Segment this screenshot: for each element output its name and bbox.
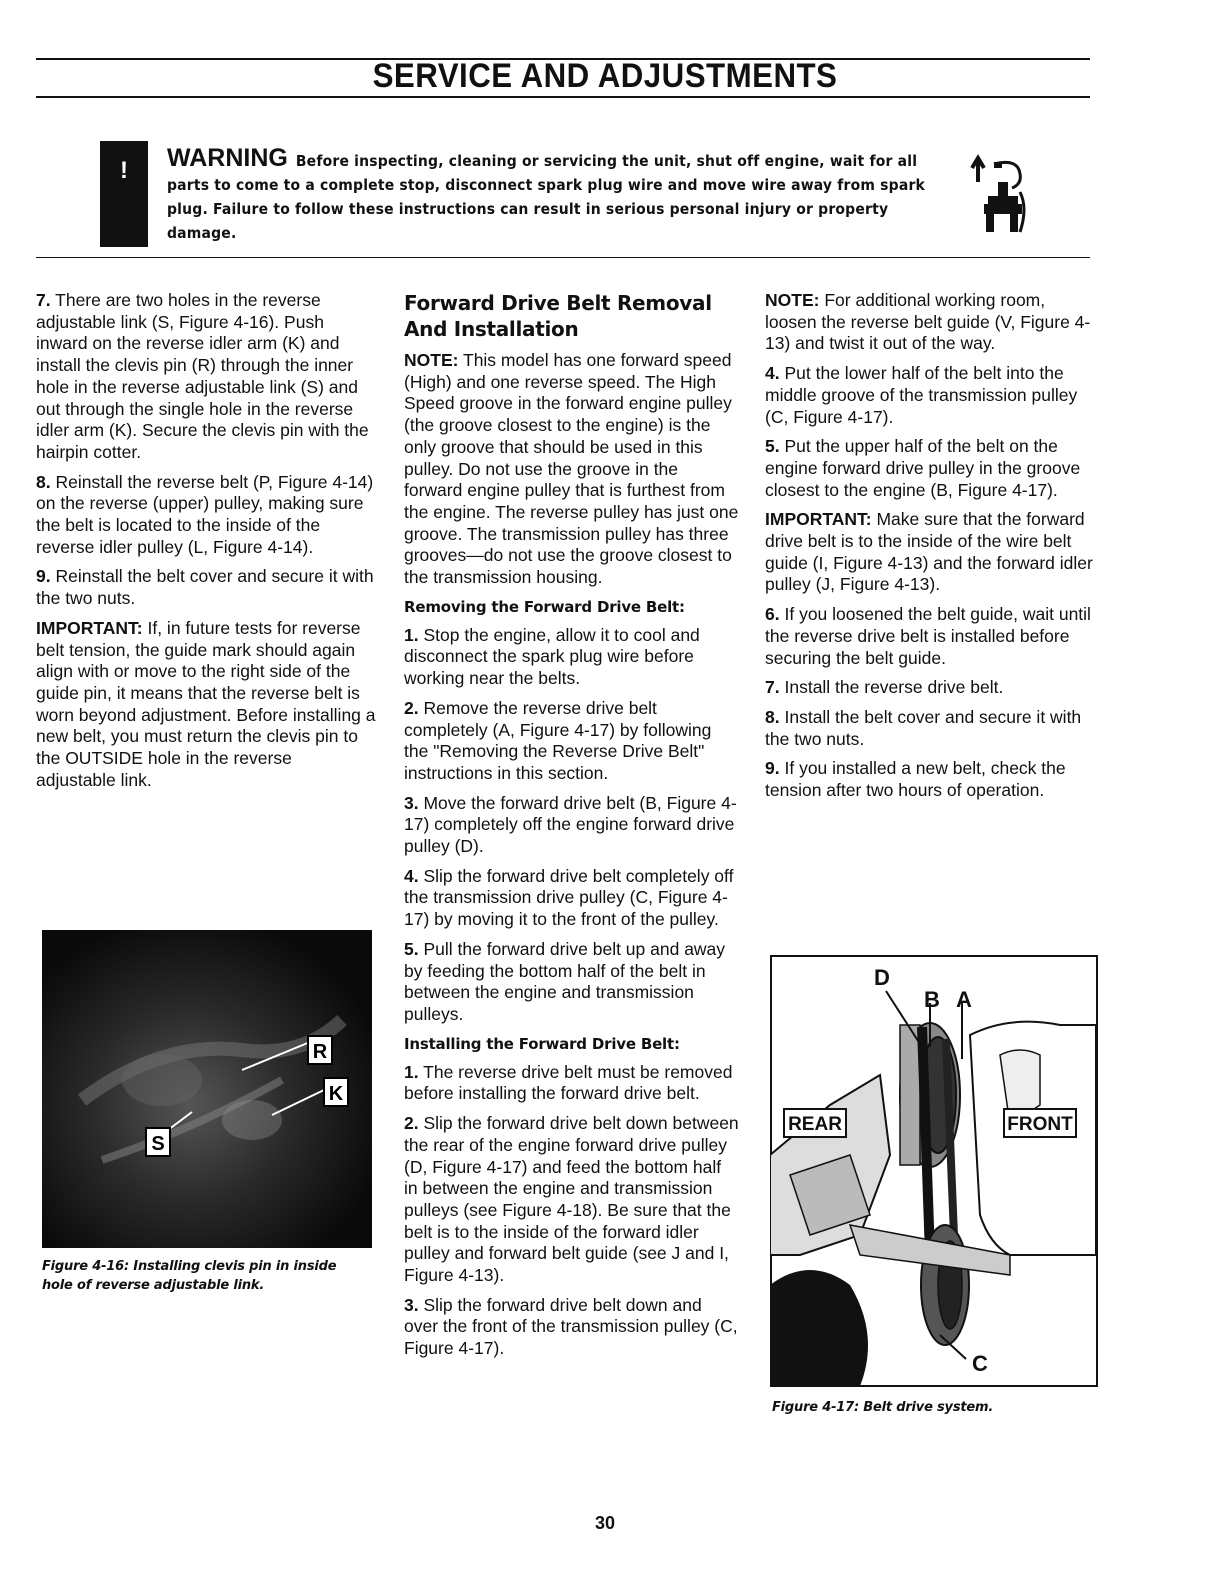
step-9: 9. Reinstall the belt cover and secure it with the two nuts. <box>36 566 374 609</box>
note: NOTE: For additional working room, loosen the reverse belt guide (V, Figure 4-13) and twist it out of the way. <box>765 290 1091 354</box>
warning-icon <box>100 141 148 247</box>
title-underline <box>36 96 1090 98</box>
install-step-2: 2. Slip the forward drive belt down between the rear of the engine forward drive pulley (D, Figure 4-17) and feed the bottom half in between the engine and transmission pulleys (see Figure 4-18). Be sure that the belt is to the inside of the forward idler pulley and forward belt guide (see J and I, Figure 4-13). <box>404 1113 739 1286</box>
install-step-4: 4. Put the lower half of the belt into the middle groove of the transmission pulley (C, Figure 4-17). <box>765 363 1078 427</box>
section-heading: Forward Drive Belt Removal And Installation <box>404 291 712 341</box>
label-d: D <box>874 965 890 990</box>
important-note: IMPORTANT: If, in future tests for reverse belt tension, the guide mark should again align with or move to the right side of the guide pin, it means that the reverse belt is worn beyond adjustment. Before installing a new belt, you must return the clevis pin to the OUTSIDE hole in the reverse adjustable link. <box>36 617 376 790</box>
column-2 <box>404 290 739 1368</box>
remove-step-5: 5. Pull the forward drive belt up and away by feeding the bottom half of the belt in between the engine and transmission pulleys. <box>404 938 726 1024</box>
warning-bottom-rule <box>36 257 1090 258</box>
warning-label: WARNING <box>167 144 288 172</box>
label-c: C <box>972 1351 988 1376</box>
exclamation-mark: ! <box>120 157 128 184</box>
figure-4-16-caption: Figure 4-16: Installing clevis pin in inside hole of reverse adjustable link. <box>42 1259 337 1293</box>
label-s: S <box>151 1133 165 1155</box>
warning-text: Before inspecting, cleaning or servicing the unit, shut off engine, wait for all parts to come to a complete stop, disconnect spark plug wire and move wire away from spark plug. Failure to follow these instructions can result in serious personal injury or property damage. <box>167 152 926 242</box>
label-b: B <box>924 987 940 1012</box>
install-step-6: 6. If you loosened the belt guide, wait until the reverse drive belt is installed before securing the belt guide. <box>765 604 1091 668</box>
label-k: K <box>328 1083 344 1105</box>
install-step-7: 7. Install the reverse drive belt. <box>765 677 1004 698</box>
column-1 <box>36 290 376 799</box>
remove-step-3: 3. Move the forward drive belt (B, Figure 4-17) completely off the engine forward drive pulley (D). <box>404 792 737 857</box>
warning-block <box>167 146 947 245</box>
installing-heading: Installing the Forward Drive Belt: <box>404 1034 680 1053</box>
page-title: SERVICE AND ADJUSTMENTS <box>372 57 838 95</box>
install-step-9: 9. If you installed a new belt, check the tension after two hours of operation. <box>765 758 1066 801</box>
disconnect-spark-plug-icon <box>958 152 1048 234</box>
install-step-3: 3. Slip the forward drive belt down and over the front of the transmission pulley (C, Figure 4-17). <box>404 1294 738 1359</box>
figure-4-17-belt-drive-diagram <box>770 955 1098 1387</box>
figure-4-16-photo <box>42 930 372 1248</box>
label-a: A <box>956 987 972 1012</box>
install-step-5: 5. Put the upper half of the belt on the engine forward drive pulley in the groove closest to the engine (B, Figure 4-17). <box>765 436 1081 500</box>
figure-4-17-caption: Figure 4-17: Belt drive system. <box>772 1400 994 1415</box>
note: NOTE: This model has one forward speed (High) and one reverse speed. The High Speed groove in the forward engine pulley (the groove closest to the engine) is the only groove that should be used in this pulley. Do not use the groove in the forward engine pulley that is furthest from the engine. The reverse pulley has just one groove. The transmission pulley has three grooves—do not use the groove closest to the transmission housing. <box>404 350 739 588</box>
remove-step-1: 1. Stop the engine, allow it to cool and disconnect the spark plug wire before working near the belts. <box>404 624 700 689</box>
removing-heading: Removing the Forward Drive Belt: <box>404 597 685 616</box>
install-step-8: 8. Install the belt cover and secure it with the two nuts. <box>765 706 1082 749</box>
column-3 <box>765 290 1095 810</box>
label-rear: REAR <box>788 1114 842 1135</box>
label-front: FRONT <box>1007 1114 1073 1135</box>
install-step-1: 1. The reverse drive belt must be removed before installing the forward drive belt. <box>404 1061 733 1104</box>
remove-step-4: 4. Slip the forward drive belt completely off the transmission drive pulley (C, Figure 4-17) by moving it to the front of the pulley. <box>404 865 734 930</box>
label-r: R <box>312 1041 328 1063</box>
remove-step-2: 2. Remove the reverse drive belt completely (A, Figure 4-17) by following the "Removing the Reverse Drive Belt" instructions in this section. <box>404 697 712 783</box>
step-8: 8. Reinstall the reverse belt (P, Figure 4-14) on the reverse (upper) pulley, making sure the belt is located to the inside of the reverse idler pulley (L, Figure 4-14). <box>36 471 374 557</box>
page-number: 30 <box>594 1513 616 1533</box>
important-note: IMPORTANT: Make sure that the forward drive belt is to the inside of the wire belt guide (I, Figure 4-13) and the forward idler pulley (J, Figure 4-13). <box>765 509 1093 595</box>
step-7: 7. There are two holes in the reverse adjustable link (S, Figure 4-16). Push inward on the reverse idler arm (K) and install the clevis pin (R) through the inner hole in the reverse adjustable link (S) and out through the single hole in the reverse idler arm (K). Secure the clevis pin with the hairpin cotter. <box>36 290 369 462</box>
